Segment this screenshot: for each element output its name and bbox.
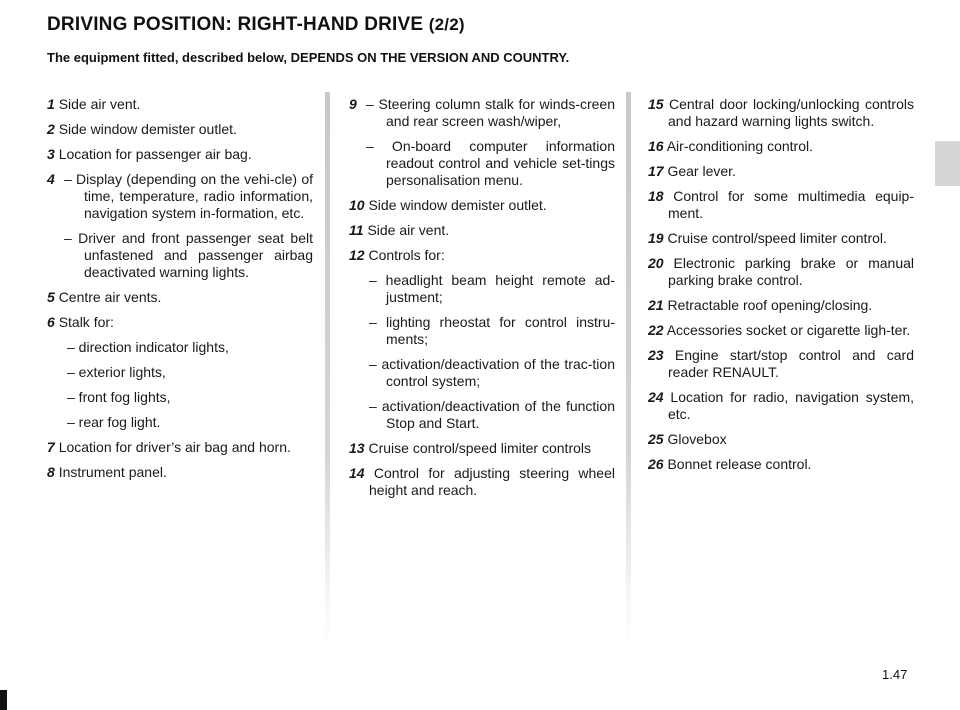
item-text: Retractable roof opening/closing. (667, 297, 873, 313)
item-text: Control for adjusting steering wheel height and reach. (369, 465, 615, 498)
list-item (648, 456, 914, 473)
list-subitem: – headlight beam height remote ad-justment; (369, 272, 615, 305)
page-number: 1.47 (882, 667, 908, 682)
item-number: 3 (47, 146, 55, 162)
section-tab (935, 141, 960, 186)
item-text: Stalk for: (58, 314, 114, 330)
list-subitem: – front fog lights, (67, 389, 171, 405)
item-number: 24 (648, 389, 664, 405)
item-text: Side air vent. (58, 96, 141, 112)
column-2 (349, 96, 615, 507)
item-number: 9 (349, 96, 357, 112)
list-item (349, 440, 615, 457)
item-number: 2 (47, 121, 55, 137)
item-text: Controls for: (368, 247, 445, 263)
list-item (47, 171, 313, 222)
list-item (47, 464, 313, 481)
list-item (648, 96, 914, 130)
list-item (349, 96, 615, 130)
column-divider (325, 92, 330, 647)
item-number: 14 (349, 465, 365, 481)
title-part: (2/2) (428, 15, 465, 34)
item-text: Gear lever. (667, 163, 736, 179)
item-text: Glovebox (667, 431, 727, 447)
list-subitem: – activation/deactivation of the function Stop and Start. (369, 398, 615, 431)
list-item (349, 247, 615, 264)
item-number: 20 (648, 255, 664, 271)
item-text: Side air vent. (367, 222, 450, 238)
item-number: 1 (47, 96, 55, 112)
list-item (47, 439, 313, 456)
item-number: 8 (47, 464, 55, 480)
item-text: Central door locking/unlocking controls and hazard warning lights switch. (668, 96, 914, 129)
item-text: Accessories socket or cigarette ligh-ter. (666, 322, 911, 338)
item-text: Centre air vents. (58, 289, 162, 305)
list-item (648, 347, 914, 381)
item-number: 23 (648, 347, 664, 363)
list-item (648, 389, 914, 423)
list-item (349, 222, 615, 239)
item-number: 6 (47, 314, 55, 330)
column-1 (47, 96, 313, 489)
list-item (648, 297, 914, 314)
item-number: 22 (648, 322, 664, 338)
item-text: Location for driver’s air bag and horn. (58, 439, 291, 455)
list-subitem: – exterior lights, (67, 364, 166, 380)
column-divider (626, 92, 631, 647)
title-text: DRIVING POSITION: RIGHT-HAND DRIVE (47, 14, 424, 35)
item-number: 17 (648, 163, 664, 179)
item-number: 26 (648, 456, 664, 472)
list-subitem: – On-board computer information readout control and vehicle set-tings personalisation menu. (366, 138, 615, 188)
item-number: 4 (47, 171, 55, 187)
list-subitem: – activation/deactivation of the trac-tion control system; (369, 356, 615, 389)
item-text: – Steering column stalk for winds-creen and rear screen wash/wiper, (366, 96, 615, 129)
page-subtitle: The equipment fitted, described below, DEPENDS ON THE VERSION AND COUNTRY. (47, 50, 570, 65)
item-text: – Display (depending on the vehi-cle) of time, temperature, radio information, navigation system in-formation, etc. (64, 171, 313, 221)
list-item (47, 96, 313, 113)
list-item (648, 431, 914, 448)
item-number: 11 (349, 222, 364, 238)
list-item (648, 255, 914, 289)
item-number: 13 (349, 440, 365, 456)
item-text: Air-conditioning control. (666, 138, 813, 154)
item-number: 18 (648, 188, 664, 204)
list-subitem: – Driver and front passenger seat belt unfastened and passenger airbag deactivated warning lights. (64, 230, 313, 280)
item-number: 12 (349, 247, 365, 263)
item-number: 5 (47, 289, 55, 305)
item-number: 15 (648, 96, 664, 112)
list-item (648, 230, 914, 247)
item-text: Side window demister outlet. (58, 121, 237, 137)
list-item (47, 146, 313, 163)
item-text: Bonnet release control. (667, 456, 812, 472)
column-3 (648, 96, 914, 481)
list-item (648, 163, 914, 180)
item-text: Electronic parking brake or manual parking brake control. (668, 255, 914, 288)
list-subitem: – rear fog light. (67, 414, 161, 430)
item-number: 10 (349, 197, 365, 213)
list-item (47, 314, 313, 331)
item-text: Side window demister outlet. (368, 197, 547, 213)
list-item (648, 138, 914, 155)
list-item (349, 465, 615, 499)
list-subitem: – lighting rheostat for control instru-ments; (369, 314, 615, 347)
item-text: Location for radio, navigation system, etc. (668, 389, 915, 422)
list-item (349, 197, 615, 214)
list-item (47, 289, 313, 306)
list-subitem: – direction indicator lights, (67, 339, 229, 355)
item-text: Control for some multimedia equip-ment. (668, 188, 914, 221)
item-number: 19 (648, 230, 664, 246)
item-text: Location for passenger air bag. (58, 146, 252, 162)
item-number: 21 (648, 297, 664, 313)
item-text: Cruise control/speed limiter control. (667, 230, 887, 246)
item-text: Engine start/stop control and card reader RENAULT. (668, 347, 914, 380)
page-title (47, 14, 465, 36)
crop-mark (0, 690, 7, 710)
item-text: Cruise control/speed limiter controls (368, 440, 591, 456)
list-item (47, 121, 313, 138)
item-number: 7 (47, 439, 55, 455)
item-number: 25 (648, 431, 664, 447)
list-item (648, 322, 914, 339)
item-text: Instrument panel. (58, 464, 167, 480)
list-item (648, 188, 914, 222)
item-number: 16 (648, 138, 664, 154)
